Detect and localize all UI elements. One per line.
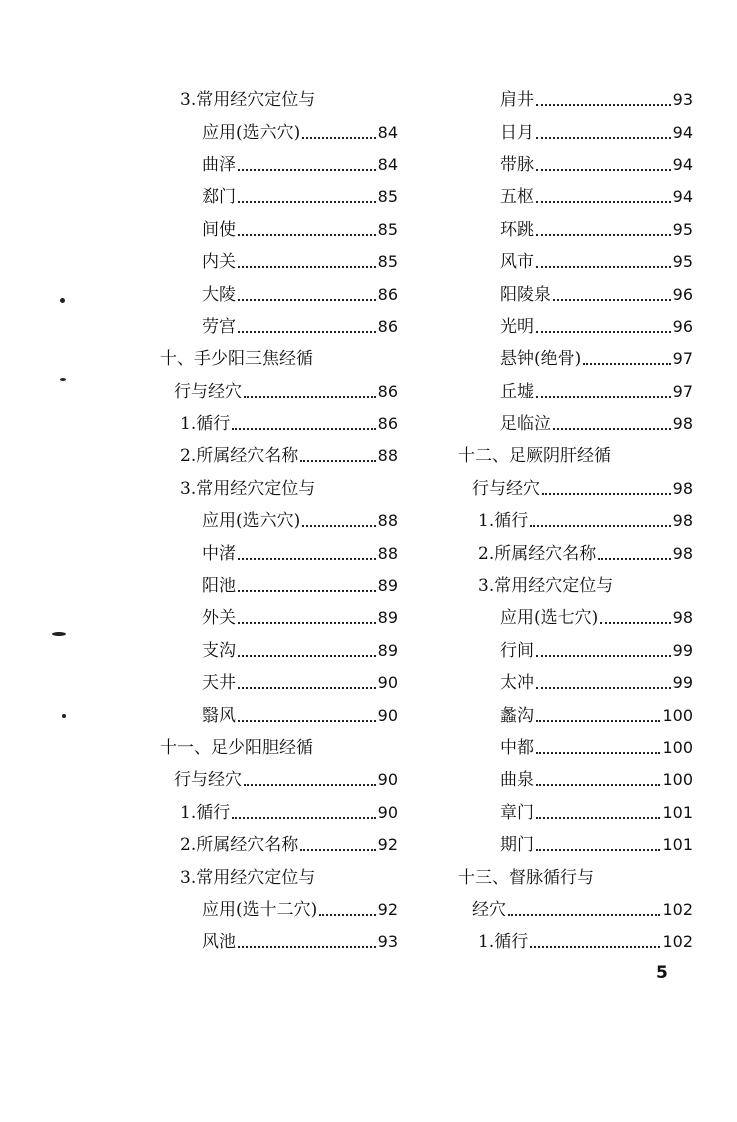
toc-entry — [458, 84, 693, 116]
toc-entry-page: 92 — [377, 899, 398, 919]
toc-entry-title: 行与经穴 — [174, 381, 242, 402]
dot-leader — [530, 524, 670, 527]
toc-entry-title: 蠡沟 — [500, 705, 534, 726]
toc-entry — [458, 376, 693, 408]
toc-entry-page: 95 — [672, 252, 693, 272]
toc-entry-page: 88 — [377, 446, 398, 466]
dot-leader — [598, 557, 670, 560]
scan-speck — [60, 378, 66, 381]
toc-entry-page: 99 — [672, 640, 693, 660]
toc-entry — [458, 861, 693, 893]
dot-leader — [244, 783, 376, 786]
toc-entry-title: 3.常用经穴定位与 — [180, 867, 316, 888]
toc-entry — [160, 278, 398, 310]
dot-leader — [238, 557, 376, 560]
toc-entry — [160, 699, 398, 731]
dot-leader — [238, 654, 376, 657]
dot-leader — [536, 233, 671, 236]
toc-entry — [458, 214, 693, 246]
dot-leader — [553, 298, 671, 301]
toc-entry-title: 十三、督脉循行与 — [458, 867, 594, 888]
toc-entry — [160, 376, 398, 408]
toc-entry-title: 3.常用经穴定位与 — [478, 576, 614, 597]
toc-entry — [160, 570, 398, 602]
dot-leader — [244, 395, 376, 398]
toc-entry — [458, 602, 693, 634]
toc-entry-page: 102 — [662, 932, 693, 952]
dot-leader — [302, 136, 375, 139]
dot-leader — [536, 751, 660, 754]
dot-leader — [238, 168, 376, 171]
scan-speck — [60, 298, 65, 303]
dot-leader — [238, 945, 376, 948]
toc-entry — [458, 473, 693, 505]
toc-entry-title: 应用(选六穴) — [202, 511, 301, 532]
toc-entry — [458, 570, 693, 602]
toc-entry-page: 90 — [377, 770, 398, 790]
toc-entry-title: 间使 — [202, 219, 236, 240]
dot-leader — [238, 200, 376, 203]
toc-entry-title: 环跳 — [500, 219, 534, 240]
dot-leader — [232, 427, 375, 430]
toc-entry-title: 日月 — [500, 122, 534, 143]
toc-entry-title: 支沟 — [202, 640, 236, 661]
toc-entry — [160, 116, 398, 148]
toc-entry-title: 经穴 — [472, 899, 506, 920]
toc-entry-page: 97 — [672, 349, 693, 369]
toc-entry-title: 行与经穴 — [472, 478, 540, 499]
toc-entry-page: 94 — [672, 187, 693, 207]
toc-entry-title: 应用(选十二穴) — [202, 899, 318, 920]
toc-entry-page: 102 — [662, 899, 693, 919]
toc-entry — [160, 797, 398, 829]
toc-entry-page: 100 — [662, 738, 693, 757]
toc-entry-title: 2.所属经穴名称 — [478, 543, 597, 564]
dot-leader — [238, 686, 376, 689]
toc-entry-title: 五枢 — [500, 187, 534, 208]
toc-entry — [160, 732, 398, 764]
toc-entry — [160, 537, 398, 569]
toc-entry — [458, 343, 693, 375]
toc-entry-page: 94 — [672, 122, 693, 142]
toc-entry-title: 外关 — [202, 608, 236, 629]
toc-entry-page: 101 — [662, 835, 693, 855]
toc-entry — [458, 635, 693, 667]
toc-entry-page: 98 — [672, 608, 693, 628]
toc-entry — [160, 861, 398, 893]
scan-speck — [52, 632, 66, 636]
toc-entry-title: 中渚 — [202, 543, 236, 564]
dot-leader — [600, 621, 670, 624]
toc-entry-title: 郄门 — [202, 187, 236, 208]
toc-entry-title: 阳陵泉 — [500, 284, 551, 305]
dot-leader — [536, 848, 660, 851]
toc-entry-page: 98 — [672, 543, 693, 563]
dot-leader — [300, 848, 375, 851]
dot-leader — [542, 492, 671, 495]
toc-entry-page: 98 — [672, 511, 693, 531]
toc-entry — [458, 894, 693, 926]
dot-leader — [238, 265, 376, 268]
toc-entry-title: 阳池 — [202, 576, 236, 597]
toc-entry-title: 天井 — [202, 673, 236, 694]
toc-entry-page: 88 — [377, 511, 398, 531]
toc-entry — [458, 829, 693, 861]
toc-entry — [160, 667, 398, 699]
toc-entry — [160, 829, 398, 861]
toc-entry-page: 90 — [377, 705, 398, 725]
toc-entry-page: 84 — [377, 154, 398, 174]
toc-entry-page: 84 — [377, 122, 398, 142]
dot-leader — [536, 686, 671, 689]
toc-entry — [458, 440, 693, 472]
dot-leader — [300, 459, 375, 462]
toc-entry-title: 翳风 — [202, 705, 236, 726]
toc-entry — [458, 699, 693, 731]
toc-entry-title: 风池 — [202, 932, 236, 953]
toc-entry-page: 101 — [662, 802, 693, 822]
toc-entry-title: 3.常用经穴定位与 — [180, 478, 316, 499]
toc-entry — [160, 149, 398, 181]
dot-leader — [536, 103, 671, 106]
dot-leader — [238, 589, 376, 592]
toc-entry-page: 96 — [672, 316, 693, 336]
toc-column-left — [160, 84, 398, 959]
dot-leader — [319, 913, 375, 916]
toc-entry-title: 带脉 — [500, 154, 534, 175]
toc-entry-title: 1.循行 — [180, 802, 231, 823]
toc-entry-page: 86 — [377, 284, 398, 304]
toc-entry-title: 十二、足厥阴肝经循 — [458, 446, 611, 467]
toc-entry-title: 应用(选七穴) — [500, 608, 599, 629]
toc-entry-title: 1.循行 — [478, 511, 529, 532]
page-number: 5 — [656, 963, 668, 983]
toc-entry-title: 1.循行 — [478, 932, 529, 953]
toc-entry-page: 85 — [377, 219, 398, 239]
toc-entry-page: 93 — [377, 932, 398, 952]
toc-entry-page: 95 — [672, 219, 693, 239]
toc-entry — [458, 149, 693, 181]
toc-entry-page: 90 — [377, 673, 398, 693]
dot-leader — [536, 395, 671, 398]
toc-entry-page: 89 — [377, 640, 398, 660]
toc-entry-page: 85 — [377, 252, 398, 272]
toc-entry-page: 88 — [377, 543, 398, 563]
toc-entry — [160, 408, 398, 440]
dot-leader — [583, 362, 670, 365]
toc-entry — [458, 764, 693, 796]
toc-entry-title: 足临泣 — [500, 414, 551, 435]
dot-leader — [238, 330, 376, 333]
toc-entry — [160, 764, 398, 796]
toc-entry-title: 大陵 — [202, 284, 236, 305]
dot-leader — [536, 783, 660, 786]
dot-leader — [536, 719, 660, 722]
toc-entry-page: 86 — [377, 414, 398, 434]
toc-entry — [160, 505, 398, 537]
toc-entry-page: 96 — [672, 284, 693, 304]
toc-entry-title: 肩井 — [500, 90, 534, 111]
toc-entry — [160, 84, 398, 116]
toc-entry-title: 3.常用经穴定位与 — [180, 90, 316, 111]
dot-leader — [238, 298, 376, 301]
toc-entry-page: 90 — [377, 802, 398, 822]
toc-entry-page: 86 — [377, 316, 398, 336]
dot-leader — [238, 719, 376, 722]
dot-leader — [536, 654, 671, 657]
toc-entry-title: 2.所属经穴名称 — [180, 835, 299, 856]
toc-entry — [458, 667, 693, 699]
toc-entry — [458, 278, 693, 310]
toc-entry — [458, 181, 693, 213]
toc-entry-title: 十一、足少阳胆经循 — [160, 738, 313, 758]
toc-entry-title: 行与经穴 — [174, 770, 242, 791]
toc-entry — [458, 311, 693, 343]
toc-entry — [458, 537, 693, 569]
toc-entry-title: 中都 — [500, 738, 534, 758]
toc-entry-title: 丘墟 — [500, 381, 534, 402]
toc-entry-page: 93 — [672, 90, 693, 110]
toc-entry-title: 悬钟(绝骨) — [500, 349, 582, 370]
toc-entry-title: 太冲 — [500, 673, 534, 694]
toc-entry — [458, 926, 693, 958]
toc-entry-title: 期门 — [500, 835, 534, 856]
toc-entry — [160, 635, 398, 667]
dot-leader — [536, 136, 671, 139]
toc-entry-page: 100 — [662, 705, 693, 725]
toc-entry-page: 92 — [377, 835, 398, 855]
toc-entry-page: 100 — [662, 770, 693, 790]
toc-entry — [160, 246, 398, 278]
toc-entry — [160, 181, 398, 213]
toc-entry — [458, 797, 693, 829]
toc-entry-title: 曲泉 — [500, 770, 534, 791]
toc-entry-page: 99 — [672, 673, 693, 693]
toc-entry-title: 光明 — [500, 316, 534, 337]
toc-entry-title: 章门 — [500, 802, 534, 823]
toc-entry — [160, 311, 398, 343]
toc-entry — [458, 116, 693, 148]
toc-entry-title: 应用(选六穴) — [202, 122, 301, 143]
dot-leader — [536, 330, 671, 333]
dot-leader — [553, 427, 671, 430]
dot-leader — [536, 168, 671, 171]
toc-entry — [458, 505, 693, 537]
toc-entry-title: 十、手少阳三焦经循 — [160, 349, 313, 370]
toc-entry-title: 风市 — [500, 252, 534, 273]
dot-leader — [302, 524, 375, 527]
toc-entry-title: 行间 — [500, 640, 534, 661]
dot-leader — [232, 816, 375, 819]
toc-entry — [160, 440, 398, 472]
toc-entry — [458, 246, 693, 278]
toc-entry-page: 85 — [377, 187, 398, 207]
toc-entry-page: 86 — [377, 381, 398, 401]
toc-entry — [160, 894, 398, 926]
dot-leader — [238, 233, 376, 236]
toc-entry-page: 89 — [377, 608, 398, 628]
toc-entry — [160, 926, 398, 958]
toc-entry-title: 曲泽 — [202, 154, 236, 175]
dot-leader — [536, 816, 660, 819]
dot-leader — [536, 200, 671, 203]
toc-entry-page: 89 — [377, 576, 398, 596]
dot-leader — [530, 945, 660, 948]
toc-entry-page: 98 — [672, 414, 693, 434]
toc-entry — [160, 602, 398, 634]
toc-entry-title: 2.所属经穴名称 — [180, 446, 299, 467]
toc-entry-title: 劳宫 — [202, 316, 236, 337]
toc-entry-page: 98 — [672, 478, 693, 498]
toc-entry-page: 94 — [672, 154, 693, 174]
dot-leader — [238, 621, 376, 624]
toc-entry — [160, 214, 398, 246]
dot-leader — [508, 913, 660, 916]
toc-entry — [458, 408, 693, 440]
toc-entry-title: 1.循行 — [180, 414, 231, 435]
dot-leader — [536, 265, 671, 268]
toc-entry-page: 97 — [672, 381, 693, 401]
toc-entry — [160, 343, 398, 375]
toc-entry — [160, 473, 398, 505]
toc-entry-title: 内关 — [202, 252, 236, 273]
toc-entry — [458, 732, 693, 764]
scan-speck — [62, 714, 66, 718]
toc-column-right — [458, 84, 693, 959]
